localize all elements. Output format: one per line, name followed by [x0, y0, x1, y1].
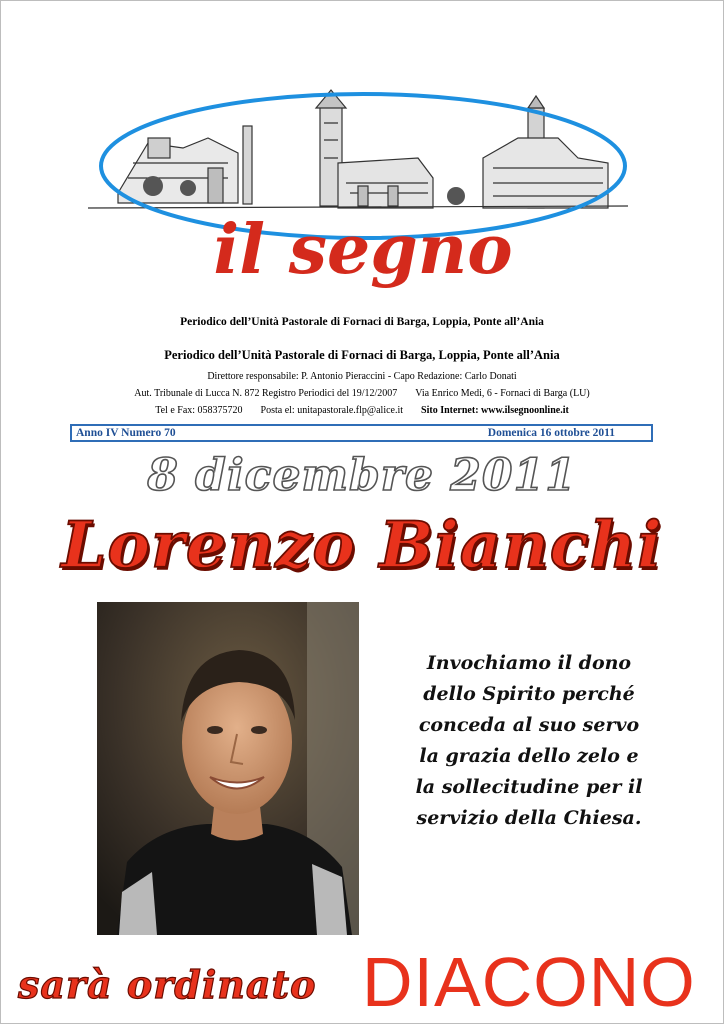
issue-bar	[70, 424, 653, 442]
prayer-line: la sollecitudine per il	[415, 776, 643, 798]
event-date-title: 8 dicembre 2011	[147, 450, 577, 501]
logo-text: il segno	[213, 210, 513, 290]
prayer-line: conceda al suo servo	[418, 714, 640, 736]
subtitle-2: Periodico dell’Unità Pastorale di Fornaci di Barga, Loppia, Ponte all’Ania	[164, 348, 560, 362]
prayer-line: dello Spirito perché	[423, 683, 635, 705]
portrait-photo	[97, 602, 359, 935]
prayer-text	[398, 648, 660, 834]
editor-line: Direttore responsabile: P. Antonio Pieraccini - Capo Redazione: Carlo Donati	[207, 371, 517, 382]
address-text: Via Enrico Medi, 6 - Fornaci di Barga (LU)	[415, 388, 590, 399]
diacono-text: DIACONO	[362, 943, 696, 1021]
portrait-illustration	[97, 602, 359, 935]
masthead-logo	[88, 68, 648, 308]
issue-date: Domenica 16 ottobre 2011	[487, 427, 615, 439]
email-text: Posta el: unitapastorale.flp@alice.it	[260, 405, 404, 416]
ordinato-text: sarà ordinato	[18, 962, 317, 1007]
person-name-title: Lorenzo Bianchi	[61, 508, 663, 583]
masthead-illustration	[88, 68, 648, 308]
registry-line	[0, 388, 724, 399]
contact-line	[0, 405, 724, 416]
website-text: Sito Internet: www.ilsegnoonline.it	[421, 405, 569, 416]
issue-number: Anno IV Numero 70	[76, 427, 176, 439]
prayer-line: Invochiamo il dono	[426, 652, 632, 674]
prayer-line: la grazia dello zelo e	[419, 745, 639, 767]
phone-text: Tel e Fax: 058375720	[155, 405, 243, 416]
subtitle-1: Periodico dell’Unità Pastorale di Fornaci di Barga, Loppia, Ponte all’Ania	[180, 316, 544, 328]
ordination-banner	[0, 940, 724, 1024]
registry-text: Aut. Tribunale di Lucca N. 872 Registro Periodici del 19/12/2007	[134, 388, 398, 399]
church-sketch	[88, 90, 628, 208]
prayer-line: servizio della Chiesa.	[416, 807, 642, 829]
